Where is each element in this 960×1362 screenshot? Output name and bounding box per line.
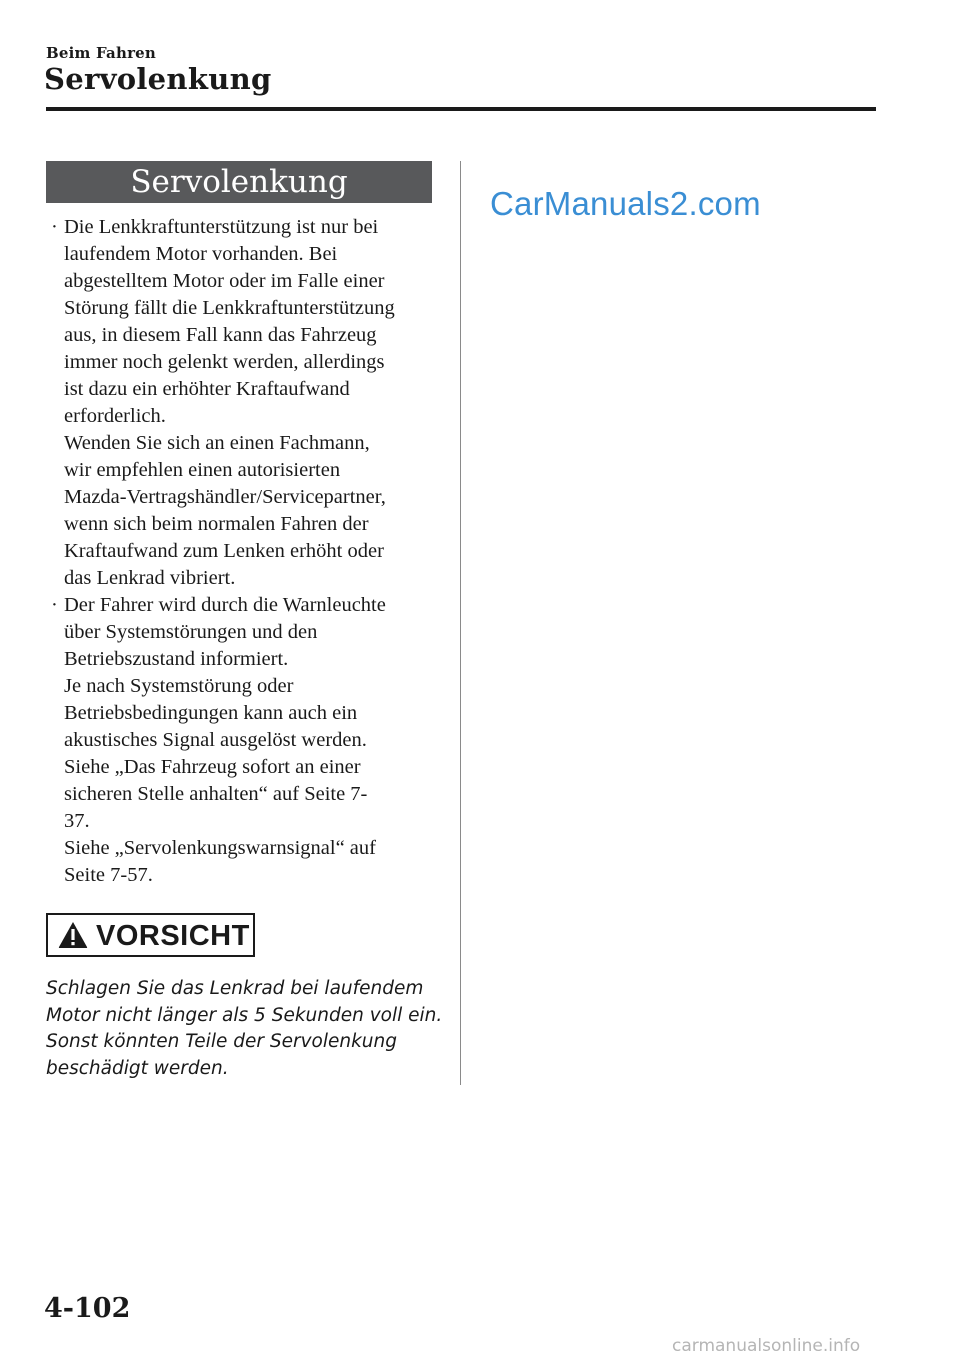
bullet-marker: · — [51, 216, 58, 238]
bullet-list — [46, 214, 438, 889]
caution-text: Schlagen Sie das Lenkrad bei laufendem Motor nicht länger als 5 Sekunden voll ein. Sonst könnten Teile der Servolenkung beschädigt werden. — [46, 978, 443, 1079]
bullet-marker: · — [51, 594, 58, 616]
caution-box — [46, 913, 255, 957]
section-heading: Servolenkung — [46, 161, 432, 203]
page-number: 4-102 — [44, 1293, 131, 1324]
bullet-paragraph: Der Fahrer wird durch die Warnleuchte über Systemstörungen und den Betriebszustand informiert. — [64, 594, 386, 670]
bullet-item — [46, 214, 438, 592]
page-title: Servolenkung — [44, 62, 272, 96]
bullet-paragraph: Wenden Sie sich an einen Fachmann, wir empfehlen einen autorisierten Mazda-Vertragshändler/Servicepartner, wenn sich beim normalen Fahren der Kraftaufwand zum Lenken erhöht oder das Lenkrad vibriert. — [64, 432, 386, 589]
bullet-item — [46, 592, 438, 889]
bullet-paragraph: Die Lenkkraftunterstützung ist nur bei laufendem Motor vorhanden. Bei abgestelltem Motor oder im Falle einer Störung fällt die Lenkkraftunterstützung aus, in diesem Fall kann das Fahrzeug immer noch gelenkt werden, allerdings ist dazu ein erhöhter Kraftaufwand erforderlich. — [64, 216, 395, 427]
bullet-paragraph: Siehe „Das Fahrzeug sofort an einer sicheren Stelle anhalten“ auf Seite 7- 37. — [64, 756, 368, 832]
bullet-paragraph: Je nach Systemstörung oder Betriebsbedingungen kann auch ein akustisches Signal ausgelöst werden. — [64, 675, 367, 751]
chapter-label: Beim Fahren — [46, 44, 157, 62]
watermark-logo: CarManuals2.com — [490, 185, 761, 222]
header-divider — [46, 107, 876, 111]
warning-triangle-icon — [58, 921, 88, 949]
footer-site: carmanualsonline.info — [672, 1336, 861, 1356]
column-divider — [460, 161, 461, 1085]
caution-label: VORSICHT — [96, 920, 250, 952]
bullet-paragraph: Siehe „Servolenkungswarnsignal“ auf Seite 7-57. — [64, 837, 376, 886]
